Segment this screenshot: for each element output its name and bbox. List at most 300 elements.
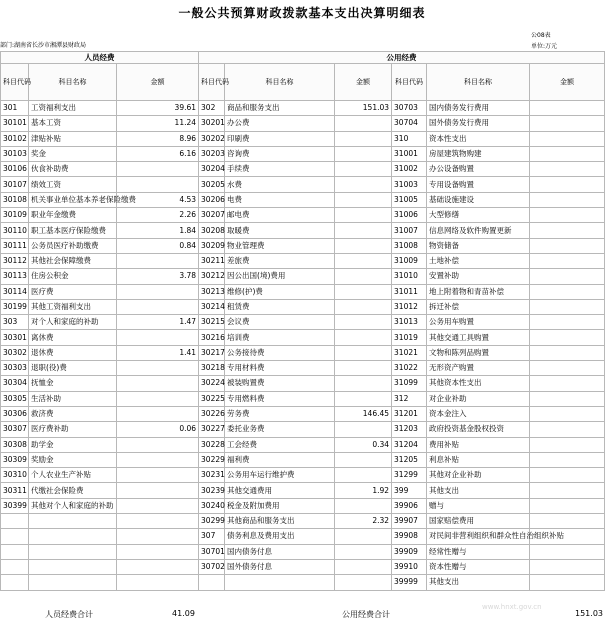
- capital-code-cell: 31019: [392, 330, 427, 345]
- personnel-code-cell: 30301: [1, 330, 29, 345]
- header-name: 科目名称: [225, 64, 335, 101]
- header-code: 科目代码: [199, 64, 225, 101]
- capital-code-cell: 39908: [392, 529, 427, 544]
- capital-name-cell: 资本金注入: [427, 406, 530, 421]
- capital-name-cell: 拆迁补偿: [427, 299, 530, 314]
- capital-code-cell: 31005: [392, 192, 427, 207]
- public-code-cell: [199, 575, 225, 590]
- personnel-amount-cell: [117, 406, 199, 421]
- header-amount: 金额: [530, 64, 605, 101]
- personnel-name-cell: 退休费: [29, 345, 117, 360]
- capital-code-cell: 31203: [392, 422, 427, 437]
- capital-name-cell: 公务用车购置: [427, 315, 530, 330]
- personnel-amount-cell: [117, 437, 199, 452]
- personnel-name-cell: [29, 544, 117, 559]
- personnel-amount-cell: [117, 559, 199, 574]
- capital-amount-cell: [530, 192, 605, 207]
- capital-code-cell: 31205: [392, 452, 427, 467]
- public-code-cell: 30224: [199, 376, 225, 391]
- public-code-cell: 307: [199, 529, 225, 544]
- public-code-cell: 30211: [199, 253, 225, 268]
- capital-name-cell: 房屋建筑物购建: [427, 146, 530, 161]
- personnel-name-cell: [29, 559, 117, 574]
- capital-amount-cell: [530, 422, 605, 437]
- capital-code-cell: 39909: [392, 544, 427, 559]
- table-row: [1, 223, 605, 238]
- personnel-name-cell: 绩效工资: [29, 177, 117, 192]
- public-amount-cell: [335, 559, 392, 574]
- personnel-code-cell: 30102: [1, 131, 29, 146]
- capital-code-cell: 31001: [392, 146, 427, 161]
- personnel-amount-cell: [117, 452, 199, 467]
- personnel-amount-cell: 8.96: [117, 131, 199, 146]
- public-total-value: 151.03: [575, 609, 603, 618]
- public-amount-cell: 151.03: [335, 101, 392, 116]
- public-amount-cell: [335, 238, 392, 253]
- capital-name-cell: 地上附着物和青苗补偿: [427, 284, 530, 299]
- personnel-code-cell: 30308: [1, 437, 29, 452]
- capital-amount-cell: [530, 299, 605, 314]
- table-row: [1, 514, 605, 529]
- personnel-code-cell: 303: [1, 315, 29, 330]
- table-row: [1, 437, 605, 452]
- public-code-cell: 30228: [199, 437, 225, 452]
- public-name-cell: 商品和服务支出: [225, 101, 335, 116]
- personnel-name-cell: 离休费: [29, 330, 117, 345]
- personnel-code-cell: 30112: [1, 253, 29, 268]
- table-row: [1, 452, 605, 467]
- personnel-amount-cell: [117, 177, 199, 192]
- personnel-code-cell: 30109: [1, 208, 29, 223]
- capital-code-cell: 31007: [392, 223, 427, 238]
- public-code-cell: 30299: [199, 514, 225, 529]
- personnel-code-cell: 30113: [1, 269, 29, 284]
- public-amount-cell: [335, 391, 392, 406]
- public-name-cell: 劳务费: [225, 406, 335, 421]
- table-row: [1, 192, 605, 207]
- public-name-cell: 维修(护)费: [225, 284, 335, 299]
- personnel-amount-cell: 11.24: [117, 116, 199, 131]
- capital-name-cell: 赠与: [427, 498, 530, 513]
- public-code-cell: 30205: [199, 177, 225, 192]
- public-name-cell: 因公出国(境)费用: [225, 269, 335, 284]
- personnel-name-cell: [29, 575, 117, 590]
- capital-name-cell: 安置补助: [427, 269, 530, 284]
- public-code-cell: 30229: [199, 452, 225, 467]
- personnel-amount-cell: [117, 330, 199, 345]
- public-code-cell: 30240: [199, 498, 225, 513]
- capital-code-cell: 31003: [392, 177, 427, 192]
- public-amount-cell: [335, 208, 392, 223]
- public-code-cell: 30207: [199, 208, 225, 223]
- public-code-cell: 30702: [199, 559, 225, 574]
- capital-amount-cell: [530, 223, 605, 238]
- capital-name-cell: 土地补偿: [427, 253, 530, 268]
- public-code-cell: 30203: [199, 146, 225, 161]
- public-name-cell: 国外债务付息: [225, 559, 335, 574]
- capital-code-cell: 31099: [392, 376, 427, 391]
- personnel-name-cell: 机关事业单位基本养老保险缴费: [29, 192, 117, 207]
- public-amount-cell: [335, 299, 392, 314]
- table-row: [1, 116, 605, 131]
- personnel-name-cell: [29, 514, 117, 529]
- public-code-cell: 30206: [199, 192, 225, 207]
- capital-name-cell: 政府投资基金股权投资: [427, 422, 530, 437]
- public-name-cell: 咨询费: [225, 146, 335, 161]
- public-amount-cell: 146.45: [335, 406, 392, 421]
- public-amount-cell: 0.34: [335, 437, 392, 452]
- capital-code-cell: 39999: [392, 575, 427, 590]
- capital-amount-cell: [530, 116, 605, 131]
- capital-name-cell: 其他交通工具购置: [427, 330, 530, 345]
- public-name-cell: 取暖费: [225, 223, 335, 238]
- section-personnel: 人员经费: [1, 52, 199, 64]
- capital-amount-cell: [530, 361, 605, 376]
- personnel-amount-cell: [117, 529, 199, 544]
- personnel-code-cell: [1, 544, 29, 559]
- public-name-cell: 租赁费: [225, 299, 335, 314]
- personnel-name-cell: 助学金: [29, 437, 117, 452]
- header-name: 科目名称: [427, 64, 530, 101]
- public-code-cell: 30213: [199, 284, 225, 299]
- capital-amount-cell: [530, 483, 605, 498]
- table-row: [1, 361, 605, 376]
- table-row: [1, 498, 605, 513]
- capital-code-cell: 312: [392, 391, 427, 406]
- personnel-code-cell: 301: [1, 101, 29, 116]
- public-name-cell: 税金及附加费用: [225, 498, 335, 513]
- public-amount-cell: [335, 452, 392, 467]
- public-name-cell: 福利费: [225, 452, 335, 467]
- public-code-cell: 30225: [199, 391, 225, 406]
- capital-name-cell: 国内债务发行费用: [427, 101, 530, 116]
- public-code-cell: 30202: [199, 131, 225, 146]
- header-amount: 金额: [335, 64, 392, 101]
- capital-amount-cell: [530, 284, 605, 299]
- personnel-name-cell: 职业年金缴费: [29, 208, 117, 223]
- capital-code-cell: 31021: [392, 345, 427, 360]
- table-row: [1, 391, 605, 406]
- personnel-code-cell: 30108: [1, 192, 29, 207]
- public-name-cell: [225, 575, 335, 590]
- public-amount-cell: [335, 575, 392, 590]
- public-name-cell: 水费: [225, 177, 335, 192]
- personnel-amount-cell: [117, 162, 199, 177]
- personnel-code-cell: 30304: [1, 376, 29, 391]
- personnel-name-cell: 个人农业生产补贴: [29, 468, 117, 483]
- capital-name-cell: 资本性支出: [427, 131, 530, 146]
- public-name-cell: 工会经费: [225, 437, 335, 452]
- personnel-name-cell: 伙食补助费: [29, 162, 117, 177]
- capital-amount-cell: [530, 146, 605, 161]
- table-row: [1, 330, 605, 345]
- capital-code-cell: 31201: [392, 406, 427, 421]
- capital-amount-cell: [530, 452, 605, 467]
- personnel-amount-cell: 2.26: [117, 208, 199, 223]
- public-code-cell: 30227: [199, 422, 225, 437]
- personnel-name-cell: [29, 529, 117, 544]
- public-amount-cell: [335, 468, 392, 483]
- capital-code-cell: 31299: [392, 468, 427, 483]
- personnel-code-cell: 30101: [1, 116, 29, 131]
- capital-amount-cell: [530, 391, 605, 406]
- public-amount-cell: [335, 269, 392, 284]
- personnel-name-cell: 对个人和家庭的补助: [29, 315, 117, 330]
- table-row: [1, 468, 605, 483]
- public-name-cell: 委托业务费: [225, 422, 335, 437]
- public-amount-cell: 1.92: [335, 483, 392, 498]
- personnel-amount-cell: 1.41: [117, 345, 199, 360]
- personnel-code-cell: 30303: [1, 361, 29, 376]
- personnel-name-cell: 住房公积金: [29, 269, 117, 284]
- public-code-cell: 30214: [199, 299, 225, 314]
- personnel-code-cell: 30114: [1, 284, 29, 299]
- capital-code-cell: 30703: [392, 101, 427, 116]
- personnel-name-cell: 奖励金: [29, 452, 117, 467]
- capital-code-cell: 31013: [392, 315, 427, 330]
- public-code-cell: 30217: [199, 345, 225, 360]
- personnel-amount-cell: 3.78: [117, 269, 199, 284]
- capital-name-cell: 物资储备: [427, 238, 530, 253]
- table-row: [1, 483, 605, 498]
- capital-amount-cell: [530, 575, 605, 590]
- public-code-cell: 30216: [199, 330, 225, 345]
- personnel-name-cell: 其他社会保障缴费: [29, 253, 117, 268]
- personnel-name-cell: 代缴社会保险费: [29, 483, 117, 498]
- table-row: [1, 253, 605, 268]
- personnel-code-cell: 30111: [1, 238, 29, 253]
- capital-name-cell: 无形资产购置: [427, 361, 530, 376]
- personnel-name-cell: 医疗费: [29, 284, 117, 299]
- unit-label: 单位:万元: [531, 43, 558, 50]
- capital-amount-cell: [530, 514, 605, 529]
- personnel-amount-cell: [117, 468, 199, 483]
- personnel-amount-cell: [117, 575, 199, 590]
- capital-code-cell: 39907: [392, 514, 427, 529]
- capital-name-cell: 其他对企业补助: [427, 468, 530, 483]
- personnel-amount-cell: 39.61: [117, 101, 199, 116]
- table-row: [1, 208, 605, 223]
- public-code-cell: 302: [199, 101, 225, 116]
- header-name: 科目名称: [29, 64, 117, 101]
- personnel-code-cell: [1, 514, 29, 529]
- capital-amount-cell: [530, 544, 605, 559]
- personnel-code-cell: 30307: [1, 422, 29, 437]
- public-amount-cell: [335, 177, 392, 192]
- expense-table: [0, 51, 605, 591]
- capital-code-cell: 31008: [392, 238, 427, 253]
- report-title: 一般公共预算财政拨款基本支出决算明细表: [178, 6, 426, 20]
- capital-amount-cell: [530, 131, 605, 146]
- personnel-code-cell: 30110: [1, 223, 29, 238]
- table-row: [1, 162, 605, 177]
- public-amount-cell: [335, 529, 392, 544]
- capital-code-cell: 30704: [392, 116, 427, 131]
- table-row: [1, 101, 605, 116]
- capital-name-cell: 费用补贴: [427, 437, 530, 452]
- personnel-code-cell: 30309: [1, 452, 29, 467]
- personnel-name-cell: 职工基本医疗保险缴费: [29, 223, 117, 238]
- capital-amount-cell: [530, 330, 605, 345]
- capital-amount-cell: [530, 101, 605, 116]
- header-row: [1, 64, 605, 101]
- table-row: [1, 299, 605, 314]
- public-amount-cell: [335, 116, 392, 131]
- table-row: [1, 544, 605, 559]
- public-name-cell: 其他交通费用: [225, 483, 335, 498]
- capital-amount-cell: [530, 177, 605, 192]
- public-amount-cell: [335, 422, 392, 437]
- public-name-cell: 公务接待费: [225, 345, 335, 360]
- public-name-cell: 差旅费: [225, 253, 335, 268]
- capital-amount-cell: [530, 437, 605, 452]
- personnel-name-cell: 生活补助: [29, 391, 117, 406]
- public-amount-cell: 2.32: [335, 514, 392, 529]
- personnel-name-cell: 基本工资: [29, 116, 117, 131]
- watermark: www.hnxt.gov.cn: [482, 603, 542, 611]
- public-name-cell: 会议费: [225, 315, 335, 330]
- personnel-code-cell: 30107: [1, 177, 29, 192]
- public-name-cell: 其他商品和服务支出: [225, 514, 335, 529]
- personnel-name-cell: 公务员医疗补助缴费: [29, 238, 117, 253]
- public-name-cell: 印刷费: [225, 131, 335, 146]
- capital-name-cell: 其他支出: [427, 483, 530, 498]
- capital-name-cell: 信息网络及软件购置更新: [427, 223, 530, 238]
- public-code-cell: 30231: [199, 468, 225, 483]
- public-amount-cell: [335, 315, 392, 330]
- section-public: 公用经费: [199, 52, 605, 64]
- public-amount-cell: [335, 361, 392, 376]
- public-code-cell: 30212: [199, 269, 225, 284]
- public-name-cell: 专用材料费: [225, 361, 335, 376]
- personnel-amount-cell: [117, 361, 199, 376]
- personnel-code-cell: 30103: [1, 146, 29, 161]
- capital-code-cell: 31204: [392, 437, 427, 452]
- public-code-cell: 30215: [199, 315, 225, 330]
- personnel-name-cell: 其他工资福利支出: [29, 299, 117, 314]
- public-amount-cell: [335, 192, 392, 207]
- capital-code-cell: 31022: [392, 361, 427, 376]
- public-amount-cell: [335, 223, 392, 238]
- header-amount: 金额: [117, 64, 199, 101]
- personnel-amount-cell: 0.84: [117, 238, 199, 253]
- personnel-code-cell: 30310: [1, 468, 29, 483]
- capital-amount-cell: [530, 315, 605, 330]
- personnel-total-label: 人员经费合计: [45, 610, 93, 619]
- public-amount-cell: [335, 131, 392, 146]
- personnel-code-cell: 30305: [1, 391, 29, 406]
- table-row: [1, 559, 605, 574]
- public-amount-cell: [335, 345, 392, 360]
- personnel-amount-cell: [117, 514, 199, 529]
- public-name-cell: 被装购置费: [225, 376, 335, 391]
- capital-name-cell: 专用设备购置: [427, 177, 530, 192]
- public-code-cell: 30204: [199, 162, 225, 177]
- capital-name-cell: 对民间非营利组织和群众性自治组织补贴: [427, 529, 530, 544]
- table-row: [1, 406, 605, 421]
- capital-name-cell: 国家赔偿费用: [427, 514, 530, 529]
- public-name-cell: 公务用车运行维护费: [225, 468, 335, 483]
- public-code-cell: 30209: [199, 238, 225, 253]
- public-name-cell: 物业管理费: [225, 238, 335, 253]
- public-name-cell: 邮电费: [225, 208, 335, 223]
- personnel-code-cell: 30311: [1, 483, 29, 498]
- public-amount-cell: [335, 162, 392, 177]
- capital-name-cell: 办公设备购置: [427, 162, 530, 177]
- header-code: 科目代码: [1, 64, 29, 101]
- capital-name-cell: 对企业补助: [427, 391, 530, 406]
- capital-amount-cell: [530, 468, 605, 483]
- personnel-amount-cell: [117, 376, 199, 391]
- public-name-cell: 手续费: [225, 162, 335, 177]
- personnel-amount-cell: 6.16: [117, 146, 199, 161]
- capital-name-cell: 资本性赠与: [427, 559, 530, 574]
- public-name-cell: 电费: [225, 192, 335, 207]
- capital-code-cell: 39910: [392, 559, 427, 574]
- capital-name-cell: 文物和陈列品购置: [427, 345, 530, 360]
- capital-amount-cell: [530, 238, 605, 253]
- capital-name-cell: 经常性赠与: [427, 544, 530, 559]
- personnel-amount-cell: [117, 391, 199, 406]
- table-row: [1, 284, 605, 299]
- table-row: [1, 177, 605, 192]
- personnel-total-value: 41.09: [172, 609, 195, 618]
- capital-code-cell: 31011: [392, 284, 427, 299]
- capital-amount-cell: [530, 269, 605, 284]
- personnel-code-cell: 30106: [1, 162, 29, 177]
- personnel-amount-cell: [117, 253, 199, 268]
- capital-code-cell: 31009: [392, 253, 427, 268]
- personnel-code-cell: [1, 529, 29, 544]
- capital-amount-cell: [530, 345, 605, 360]
- personnel-code-cell: 30199: [1, 299, 29, 314]
- capital-code-cell: 31012: [392, 299, 427, 314]
- personnel-amount-cell: 0.06: [117, 422, 199, 437]
- table-row: [1, 146, 605, 161]
- table-row: [1, 315, 605, 330]
- public-total-label: 公用经费合计: [342, 610, 390, 619]
- capital-amount-cell: [530, 253, 605, 268]
- table-row: [1, 269, 605, 284]
- personnel-name-cell: 津贴补贴: [29, 131, 117, 146]
- public-code-cell: 30239: [199, 483, 225, 498]
- capital-name-cell: 基础设施建设: [427, 192, 530, 207]
- public-name-cell: 国内债务付息: [225, 544, 335, 559]
- personnel-amount-cell: 1.47: [117, 315, 199, 330]
- capital-amount-cell: [530, 559, 605, 574]
- personnel-name-cell: 救济费: [29, 406, 117, 421]
- public-amount-cell: [335, 146, 392, 161]
- personnel-name-cell: 抚恤金: [29, 376, 117, 391]
- public-amount-cell: [335, 376, 392, 391]
- public-code-cell: 30201: [199, 116, 225, 131]
- personnel-name-cell: 工资福利支出: [29, 101, 117, 116]
- personnel-amount-cell: 4.53: [117, 192, 199, 207]
- table-row: [1, 575, 605, 590]
- capital-name-cell: 其他资本性支出: [427, 376, 530, 391]
- capital-code-cell: 31010: [392, 269, 427, 284]
- capital-code-cell: 31006: [392, 208, 427, 223]
- capital-name-cell: 大型修缮: [427, 208, 530, 223]
- public-name-cell: 债务利息及费用支出: [225, 529, 335, 544]
- capital-name-cell: 其他支出: [427, 575, 530, 590]
- personnel-amount-cell: [117, 544, 199, 559]
- personnel-amount-cell: [117, 284, 199, 299]
- personnel-name-cell: 奖金: [29, 146, 117, 161]
- department-name: 部门:湖南省长沙市湘潭县财政局: [0, 42, 87, 49]
- personnel-code-cell: 30302: [1, 345, 29, 360]
- capital-name-cell: 利息补贴: [427, 452, 530, 467]
